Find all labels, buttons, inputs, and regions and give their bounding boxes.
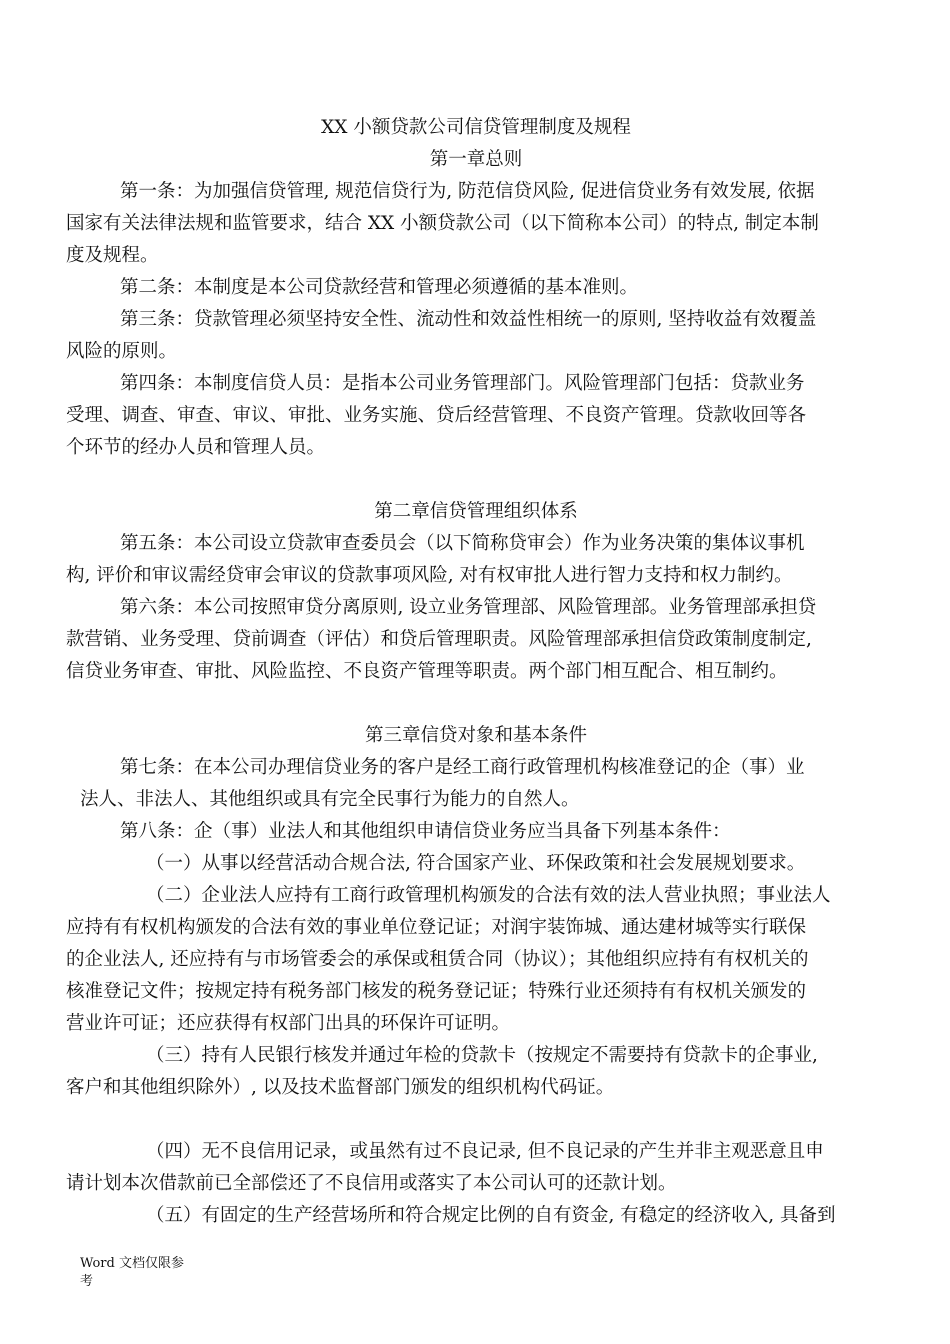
paragraph-spacer bbox=[66, 1104, 886, 1136]
chapter2-heading: 第二章信贷管理组织体系 bbox=[374, 501, 578, 522]
paragraph-line: （二）企业法人应持有工商行政管理机构颁发的合法有效的法人营业执照；事业法人 bbox=[146, 885, 831, 906]
paragraph-line: 应持有有权机构颁发的合法有效的事业单位登记证；对润宇装饰城、通达建材城等实行联保 bbox=[66, 917, 807, 938]
paragraph-line: （五）有固定的生产经营场所和符合规定比例的自有资金, 有稳定的经济收入, 具备到 bbox=[146, 1205, 836, 1226]
page-footer bbox=[80, 1255, 200, 1291]
paragraph-line: 第一条：为加强信贷管理, 规范信贷行为, 防范信贷风险, 促进信贷业务有效发展, 依据 bbox=[120, 181, 815, 202]
paragraph-line: 风险的原则。 bbox=[66, 341, 178, 362]
paragraph-line: 第二条：本制度是本公司贷款经营和管理必须遵循的基本准则。 bbox=[120, 277, 639, 298]
chapter3-heading: 第三章信贷对象和基本条件 bbox=[364, 725, 587, 746]
paragraph-line: 信贷业务审查、审批、风险监控、不良资产管理等职责。两个部门相互配合、相互制约。 bbox=[66, 661, 788, 682]
paragraph-line: （三）持有人民银行核发并通过年检的贷款卡（按规定不需要持有贷款卡的企事业, bbox=[146, 1045, 818, 1066]
paragraph-line: 第六条：本公司按照审贷分离原则, 设立业务管理部、风险管理部。业务管理部承担贷 bbox=[120, 597, 817, 618]
paragraph-line: 受理、调查、审查、审议、审批、业务实施、贷后经营管理、不良资产管理。贷款收回等各 bbox=[66, 405, 807, 426]
paragraph-line: 第八条：企（事）业法人和其他组织申请信贷业务应当具备下列基本条件： bbox=[120, 821, 731, 842]
footer-line: 考 bbox=[80, 1274, 94, 1289]
paragraph-line: 请计划本次借款前已全部偿还了不良信用或落实了本公司认可的还款计划。 bbox=[66, 1173, 677, 1194]
paragraph-line: 核准登记文件；按规定持有税务部门核发的税务登记证；特殊行业还须持有有权机关颁发的 bbox=[66, 981, 807, 1002]
paragraph-line: 款营销、业务受理、贷前调查（评估）和贷后管理职责。风险管理部承担信贷政策制度制定, bbox=[66, 629, 812, 650]
paragraph-line: 第四条：本制度信贷人员：是指本公司业务管理部门。风险管理部门包括：贷款业务 bbox=[120, 373, 805, 394]
paragraph-line: 度及规程。 bbox=[66, 245, 159, 266]
paragraph-line: 的企业法人, 还应持有与市场管委会的承保或租赁合同（协议）；其他组织应持有有权机关的 bbox=[66, 949, 809, 970]
paragraph-line: 个环节的经办人员和管理人员。 bbox=[66, 437, 326, 458]
paragraph-line: （一）从事以经营活动合规合法, 符合国家产业、环保政策和社会发展规划要求。 bbox=[146, 853, 806, 874]
section-spacer bbox=[66, 688, 886, 720]
paragraph-line: 第五条：本公司设立贷款审查委员会（以下简称贷审会）作为业务决策的集体议事机 bbox=[120, 533, 805, 554]
footer-line: Word 文档仅限参 bbox=[80, 1256, 184, 1271]
section-spacer bbox=[66, 464, 886, 496]
paragraph-line: 第七条：在本公司办理信贷业务的客户是经工商行政管理机构核准登记的企（事）业 bbox=[120, 757, 805, 778]
paragraph-line: 第三条：贷款管理必须坚持安全性、流动性和效益性相统一的原则, 坚持收益有效覆盖 bbox=[120, 309, 817, 330]
document-page bbox=[66, 112, 886, 1232]
paragraph-line: 国家有关法律法规和监管要求，结合 XX 小额贷款公司（以下简称本公司）的特点, 制定本制 bbox=[66, 213, 819, 234]
document-title: XX 小额贷款公司信贷管理制度及规程 bbox=[321, 117, 631, 138]
paragraph-line: 客户和其他组织除外）, 以及技术监督部门颁发的组织机构代码证。 bbox=[66, 1077, 615, 1098]
paragraph-line: 营业许可证；还应获得有权部门出具的环保许可证明。 bbox=[66, 1013, 511, 1034]
paragraph-line: 法人、非法人、其他组织或具有完全民事行为能力的自然人。 bbox=[80, 789, 580, 810]
chapter1-heading: 第一章总则 bbox=[429, 149, 523, 170]
paragraph-line: （四）无不良信用记录，或虽然有过不良记录, 但不良记录的产生并非主观恶意且申 bbox=[146, 1141, 824, 1162]
paragraph-line: 构, 评价和审议需经贷审会审议的贷款事项风险, 对有权审批人进行智力支持和权力制约。 bbox=[66, 565, 793, 586]
